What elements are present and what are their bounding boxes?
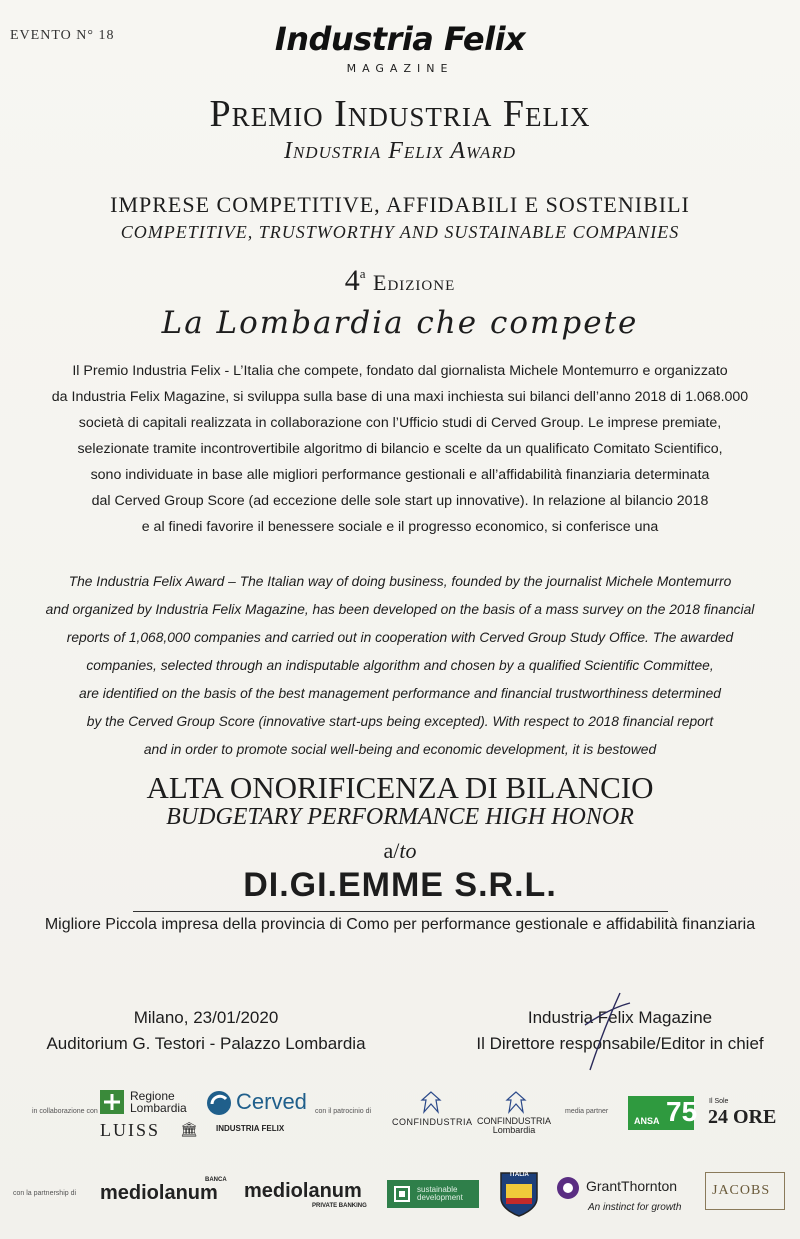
paragraph-line: dal Cerved Group Score (ad eccezione delle sole start up innovative). In relazione al bilancio 2018 xyxy=(91,493,709,509)
paragraph-line: selezionate tramite incontrovertibile algoritmo di bilancio e scelte da un qualificato Comitato Scientifico, xyxy=(77,441,723,457)
place-block xyxy=(20,1005,392,1057)
mediolanum-banca-logo: mediolanum xyxy=(100,1182,218,1204)
honor-title-en: BUDGETARY PERFORMANCE HIGH HONOR xyxy=(166,804,634,830)
edition-sup: a xyxy=(359,266,366,281)
paragraph-line: are identified on the basis of the best management performance and financial trustworthiness determined xyxy=(79,686,721,701)
category-title-it: IMPRESE COMPETITIVE, AFFIDABILI E SOSTENIBILI xyxy=(110,192,690,217)
jacobs-logo xyxy=(705,1172,785,1210)
italia-label: ITALIA xyxy=(510,1172,529,1178)
paragraph-line: Il Premio Industria Felix - L’Italia che compete, fondato dal giornalista Michele Montemurro e organizzato xyxy=(72,363,728,379)
luiss-logo: LUISS xyxy=(100,1120,161,1140)
confindustria-eagle-icon xyxy=(418,1090,444,1119)
confindustria-lombardia-eagle-icon xyxy=(503,1090,529,1119)
paragraph-line: da Industria Felix Magazine, si sviluppa sulla base di una maxi inchiesta sui bilanci dell’anno 2018 di 1.068.000 xyxy=(51,389,749,405)
editor-role: Il Direttore responsabile/Editor in chief xyxy=(476,1034,764,1053)
honor-title-it: ALTA ONORIFICENZA DI BILANCIO xyxy=(146,770,654,805)
paragraph-line: società di capitali realizzata in collaborazione con l’Ufficio studi di Cerved Group. Le imprese premiate, xyxy=(78,415,722,431)
sole-small: Il Sole xyxy=(709,1098,729,1105)
ansa-logo xyxy=(628,1096,698,1130)
lombardia-subtitle: La Lombardia che compete xyxy=(161,305,639,341)
recipient-prefix xyxy=(0,838,800,864)
award-title-it: Premio Industria Felix xyxy=(209,93,591,135)
confindustria-lombardia-text2: Lombardia xyxy=(492,1125,536,1135)
recipient-prefix-it: a/ xyxy=(383,838,400,863)
sustainable-development-logo xyxy=(387,1180,479,1208)
industria-felix-small-logo: INDUSTRIA FELIX xyxy=(216,1124,285,1133)
grant-thornton-logo: GrantThornton xyxy=(586,1178,678,1194)
paragraph-line: The Industria Felix Award – The Italian way of doing business, founded by the journalist Michele Montemurro xyxy=(68,574,732,589)
partnership-label: con la partnership di xyxy=(13,1190,77,1197)
grant-thornton-icon xyxy=(556,1176,580,1205)
ansa-number: 75 xyxy=(666,1096,698,1127)
english-paragraph xyxy=(30,568,770,764)
jacobs-text: JACOBS xyxy=(712,1183,771,1198)
paragraph-line: and organized by Industria Felix Magazine, has been developed on the basis of a mass survey on the 2018 financial xyxy=(45,602,755,617)
signature-image xyxy=(560,985,650,1075)
category-title-en: COMPETITIVE, TRUSTWORTHY AND SUSTAINABLE COMPANIES xyxy=(120,222,680,242)
paragraph-line: and in order to promote social well-being and economic development, it is bestowed xyxy=(143,742,657,757)
edition-number: 4 xyxy=(344,264,360,297)
confindustria-lombardia-logo xyxy=(477,1117,551,1135)
company-underline xyxy=(133,911,668,912)
private-banking-label: PRIVATE BANKING xyxy=(312,1203,367,1209)
collab-label: in collaborazione con xyxy=(32,1108,98,1115)
sustainable-text: sustainable development xyxy=(417,1185,463,1202)
paragraph-line: companies, selected through an indisputable algorithm and chosen by a qualified Scientific Committee, xyxy=(86,658,714,673)
cerved-logo: Cerved xyxy=(236,1089,307,1114)
edition-word: Edizione xyxy=(373,270,456,295)
confindustria-lombardia-text1: CONFINDUSTRIA xyxy=(477,1116,551,1126)
magazine-logo-subtitle: MAGAZINE xyxy=(346,62,454,75)
paragraph-line: by the Cerved Group Score (innovative start-ups being excepted). With respect to 2018 financial report xyxy=(86,714,714,729)
regione-text: Regione xyxy=(130,1089,175,1103)
banca-label: BANCA xyxy=(205,1177,227,1183)
media-partner-label: media partner xyxy=(565,1108,609,1115)
event-number: EVENTO N° 18 xyxy=(10,28,115,43)
cerved-logo-icon xyxy=(206,1090,232,1121)
venue: Auditorium G. Testori - Palazzo Lombardia xyxy=(46,1034,366,1053)
regione-lombardia-logo-icon xyxy=(100,1090,124,1114)
paragraph-line: e al finedi favorire il benessere sociale e il progresso economico, si conferisce una xyxy=(141,519,659,535)
place-date: Milano, 23/01/2020 xyxy=(133,1008,279,1027)
lombardia-text: Lombardia xyxy=(130,1101,187,1115)
patronage-label: con il patrocinio di xyxy=(315,1108,372,1115)
mediolanum-pb-logo: mediolanum xyxy=(244,1180,362,1202)
editor-org: Industria Felix Magazine xyxy=(527,1008,713,1027)
award-title-en: Industria Felix Award xyxy=(283,138,517,164)
sole-24-ore-logo: 24 ORE xyxy=(708,1106,777,1128)
award-motivation: Migliore Piccola impresa della provincia di Como per performance gestionale e affidabilità finanziaria xyxy=(44,916,756,933)
paragraph-line: sono individuate in base alle migliori performance gestionali e all’affidabilità finanziaria determinata xyxy=(90,467,710,483)
magazine-logo-title: Industria Felix xyxy=(274,20,526,58)
confindustria-logo: CONFINDUSTRIA xyxy=(392,1117,473,1127)
recipient-prefix-en: to xyxy=(399,838,417,863)
grant-thornton-tagline: An instinct for growth xyxy=(588,1202,682,1213)
sustainable-icon xyxy=(393,1185,411,1203)
column-icon: 🏛 xyxy=(180,1121,198,1137)
italian-paragraph xyxy=(30,358,770,540)
company-name: DI.GI.EMME S.R.L. xyxy=(243,866,557,904)
paragraph-line: reports of 1,068,000 companies and carried out in cooperation with Cerved Group Study Office. The awarded xyxy=(66,630,734,645)
ansa-text: ANSA xyxy=(634,1116,660,1126)
regione-lombardia-logo xyxy=(130,1090,187,1114)
edition xyxy=(0,264,800,298)
